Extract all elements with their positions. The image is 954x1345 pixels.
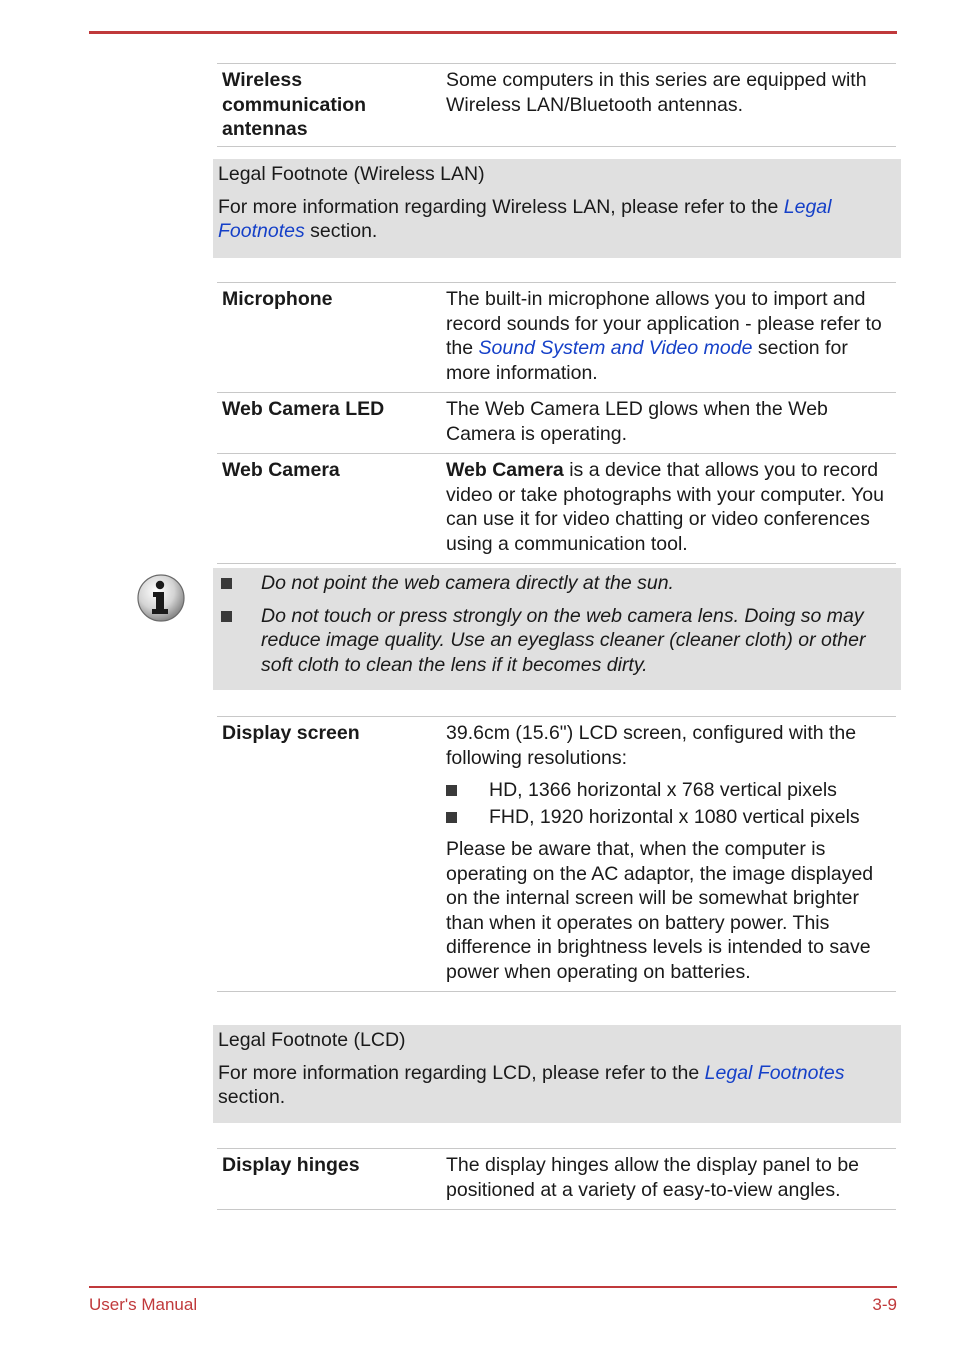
note-text: Do not touch or press strongly on the web camera lens. Doing so may reduce image quality. Use an eyeglass cleaner (cleaner cloth) or other soft cloth to clean the lens if it becomes dirty. — [261, 604, 866, 676]
spec-definition-outro: Please be aware that, when the computer is operating on the AC adaptor, the image displayed on the internal screen will be somewhat brighter than when it operates on battery power. This difference in brightness levels is intended to save power when operating on batteries. — [446, 838, 874, 983]
spec-definition — [441, 397, 891, 446]
spec-definition — [441, 458, 891, 556]
spec-definition — [441, 721, 891, 984]
spec-table-display — [217, 716, 896, 992]
bullet-square-icon — [446, 812, 457, 823]
spec-term: Display hinges — [222, 1154, 360, 1176]
spec-definition-intro: 39.6cm (15.6") LCD screen, configured with the following resolutions: — [446, 722, 857, 769]
footnote-title: Legal Footnote (Wireless LAN) — [218, 163, 485, 185]
spec-definition — [441, 287, 891, 385]
bullet-square-icon — [221, 578, 232, 589]
spec-table-hinges — [217, 1148, 896, 1210]
spec-term: Web Camera LED — [222, 398, 385, 420]
table-row — [217, 64, 896, 147]
caution-note — [213, 568, 901, 690]
header-rule — [89, 31, 897, 34]
definition-text-rest: is a device that allows you to record video or take photographs with your computer. You can use it for video chatting or video conferences using a communication tool. — [446, 459, 884, 555]
table-row — [217, 393, 896, 454]
spec-term: Web Camera — [222, 459, 340, 481]
spec-definition-text: Some computers in this series are equipped with Wireless LAN/Bluetooth antennas. — [446, 69, 867, 116]
footnote-text-before: For more information regarding LCD, please refer to the — [218, 1061, 705, 1084]
resolution-text: HD, 1366 horizontal x 768 vertical pixels — [489, 779, 837, 801]
spec-definition-text: The Web Camera LED glows when the Web Camera is operating. — [446, 398, 828, 445]
spec-term: Display screen — [222, 722, 360, 744]
list-item — [446, 805, 891, 830]
spec-definition — [441, 68, 891, 142]
list-item — [446, 778, 891, 803]
page-number: 3-9 — [872, 1295, 897, 1314]
legal-footnotes-link[interactable]: Legal Footnotes — [704, 1061, 845, 1084]
spec-definition — [441, 1153, 891, 1202]
footnote-text — [218, 1061, 896, 1110]
definition-bold-term: Web Camera — [446, 459, 564, 481]
footnote-text — [218, 195, 896, 244]
definition-text-before: The built-in microphone allows you to import and record sounds for your application - please refer to the — [446, 288, 882, 359]
table-row — [217, 283, 896, 393]
table-row — [217, 717, 896, 992]
spec-term: Wireless communication antennas — [222, 69, 367, 140]
definition-text-after: section for more information. — [446, 337, 848, 384]
legal-footnote-wlan — [213, 159, 901, 258]
info-icon — [136, 573, 186, 623]
spec-table-wireless — [217, 63, 896, 147]
sound-system-link[interactable]: Sound System and Video mode — [478, 337, 753, 359]
list-item — [217, 604, 897, 678]
footer-rule — [89, 1286, 897, 1288]
legal-footnotes-link[interactable]: Legal Footnotes — [218, 195, 832, 242]
footnote-text-after: section. — [218, 1086, 286, 1108]
spec-definition-text: The display hinges allow the display panel to be positioned at a variety of easy-to-view angles. — [446, 1154, 860, 1201]
resolution-text: FHD, 1920 horizontal x 1080 vertical pixels — [489, 805, 860, 828]
table-row — [217, 454, 896, 564]
spec-table-camera — [217, 282, 896, 564]
spec-definition-text — [446, 287, 891, 385]
table-row — [217, 1149, 896, 1210]
footnote-title: Legal Footnote (LCD) — [218, 1029, 406, 1051]
footnote-text-before: For more information regarding Wireless LAN, please refer to the — [218, 195, 784, 218]
legal-footnote-lcd — [213, 1025, 901, 1123]
footer-manual-title: User's Manual — [89, 1295, 198, 1314]
spec-definition-text — [446, 458, 891, 556]
note-text: Do not point the web camera directly at the sun. — [261, 572, 674, 594]
bullet-square-icon — [446, 785, 457, 796]
footnote-text-after: section. — [304, 220, 378, 242]
bullet-square-icon — [221, 611, 232, 622]
spec-term: Microphone — [222, 288, 333, 310]
list-item — [217, 571, 897, 596]
